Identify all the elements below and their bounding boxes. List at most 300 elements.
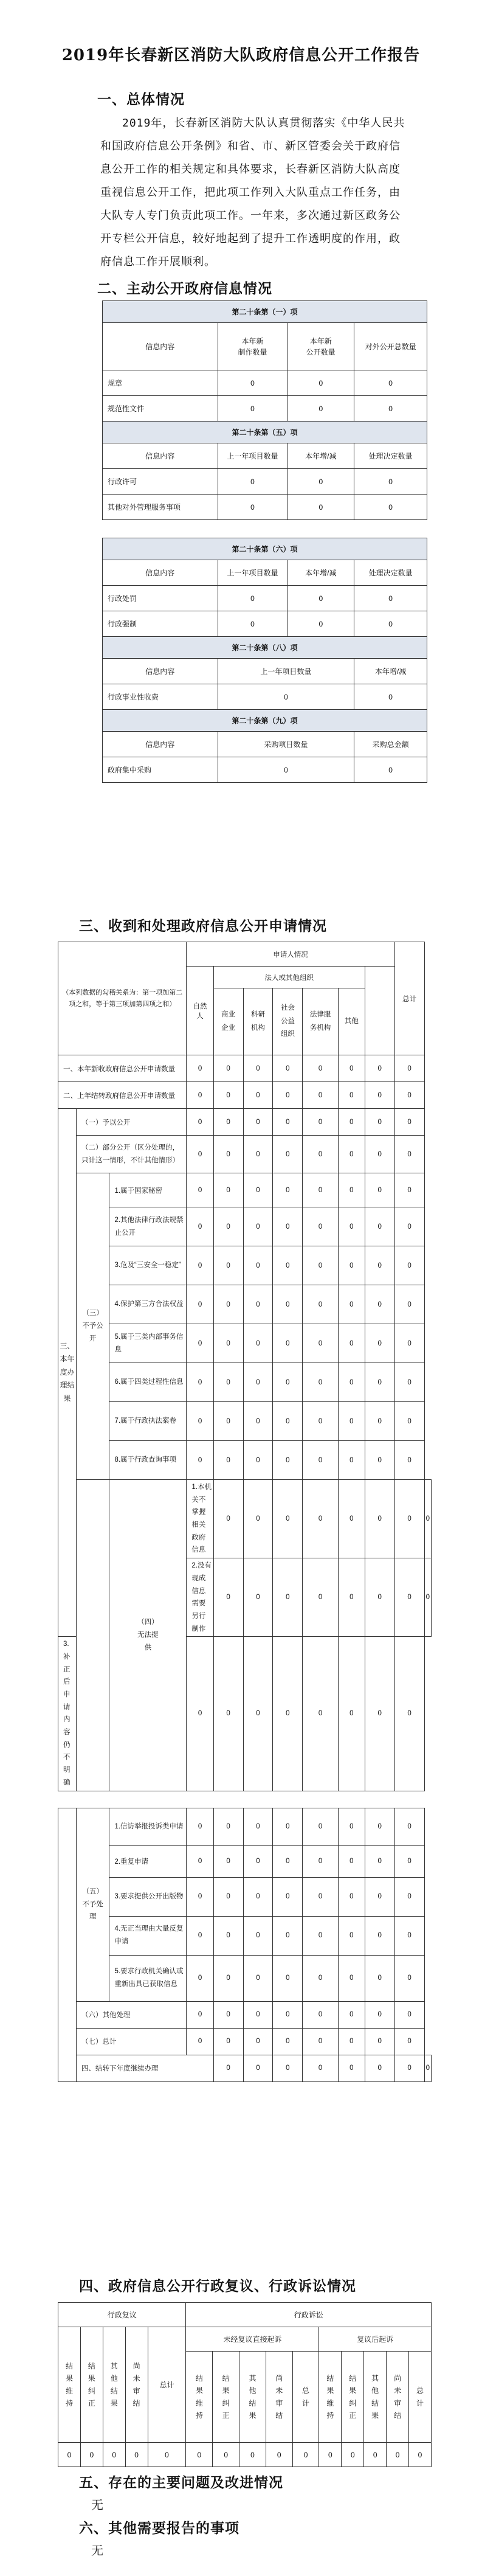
cell-value: 0	[365, 1207, 394, 1246]
row-label: 政府集中采购	[103, 757, 218, 783]
cell-value: 0	[239, 2443, 266, 2467]
cell-value: 0	[273, 1558, 303, 1637]
cell-value: 0	[218, 396, 287, 422]
cell-value: 0	[243, 1845, 273, 1877]
cell-value: 0	[187, 1402, 213, 1441]
cell-value: 0	[424, 1480, 431, 1558]
result-group-label: 三、 本年 度办 理结 果	[58, 1109, 77, 1637]
section-5-heading: 五、存在的主要问题及改进情况	[79, 2474, 283, 2491]
cell-value: 0	[394, 1480, 424, 1558]
header-cell: 上一年项目数量	[218, 560, 287, 586]
cell-value: 0	[394, 1808, 424, 1845]
cell-value: 0	[394, 1558, 424, 1637]
cell-value: 0	[218, 586, 287, 611]
cell-value: 0	[303, 1324, 339, 1363]
cell-value: 0	[365, 1324, 394, 1363]
cell-value: 0	[338, 1246, 365, 1285]
cell-value: 0	[338, 1955, 365, 2001]
cell-value: 0	[218, 495, 287, 520]
cell-value: 0	[365, 1637, 394, 1791]
header-cell: 上一年项目数量	[218, 443, 287, 469]
cell-value: 0	[394, 1055, 424, 1082]
cell-value: 0	[187, 2028, 213, 2055]
cell-value: 0	[394, 1402, 424, 1441]
cell-value: 0	[213, 1082, 243, 1109]
cell-value: 0	[243, 1877, 273, 1916]
cell-value: 0	[365, 1877, 394, 1916]
cell-value: 0	[338, 1363, 365, 1402]
cell-value: 0	[303, 1136, 339, 1173]
cell-value: 0	[243, 1055, 273, 1082]
header-cell: 本年增/减	[287, 443, 354, 469]
cell-value: 0	[394, 1363, 424, 1402]
cell-value: 0	[213, 1558, 243, 1637]
cell-value: 0	[125, 2443, 148, 2467]
cell-value: 0	[424, 2055, 431, 2081]
cell-value: 0	[266, 2443, 292, 2467]
cell-value: 0	[394, 1845, 424, 1877]
cell-value: 0	[338, 1402, 365, 1441]
corner-note: （本列数据的勾稽关系为：第一项加第二项之和，等于第三项加第四项之和）	[58, 942, 187, 1055]
cell-value: 0	[365, 2028, 394, 2055]
cell-value: 0	[187, 1173, 213, 1207]
cell-value: 0	[213, 1402, 243, 1441]
section-1-body	[100, 112, 429, 274]
row-label: 二、上年结转政府信息公开申请数量	[58, 1082, 187, 1109]
cell-value: 0	[218, 469, 287, 495]
cell-value: 0	[273, 1402, 303, 1441]
cell-value: 0	[394, 1207, 424, 1246]
header-cell: 信息内容	[103, 560, 218, 586]
cell-value: 0	[243, 1808, 273, 1845]
row-label: （七）总计	[76, 2028, 186, 2055]
cell-value: 0	[273, 1082, 303, 1109]
cell-value: 0	[186, 2443, 213, 2467]
cell-value: 0	[303, 1845, 339, 1877]
cell-value: 0	[243, 1558, 273, 1637]
cell-value: 0	[303, 1082, 339, 1109]
cell-value: 0	[218, 611, 287, 637]
section-3-heading: 三、收到和处理政府信息公开申请情况	[79, 918, 327, 934]
cell-value: 0	[394, 1324, 424, 1363]
header-cell: 采购总金额	[354, 732, 427, 757]
cell-value: 0	[273, 1808, 303, 1845]
cell-value: 0	[365, 1402, 394, 1441]
cell-value: 0	[213, 1285, 243, 1324]
cell-value: 0	[303, 1109, 339, 1136]
col-header: 其 他 结 果	[364, 2352, 387, 2443]
header-cell	[287, 323, 354, 370]
cell-value: 0	[338, 1207, 365, 1246]
cell-value: 0	[273, 1363, 303, 1402]
cell-value: 0	[303, 1055, 339, 1082]
cell-value: 0	[213, 2028, 243, 2055]
cell-value: 0	[187, 1055, 213, 1082]
block-title: 第二十条第（五）项	[103, 422, 427, 443]
cell-value: 0	[365, 1955, 394, 2001]
cell-value: 0	[394, 2055, 424, 2081]
cell-value: 0	[187, 1363, 213, 1402]
cell-value: 0	[354, 370, 427, 396]
cell-value: 0	[243, 1955, 273, 2001]
header-text: 本年新 公开数量	[306, 336, 336, 356]
cell-value: 0	[273, 1845, 303, 1877]
cell-value: 0	[338, 1480, 365, 1558]
body-line: 息公开工作的相关规定和具体要求，长春新区消防大队高度	[100, 163, 401, 176]
cell-value: 0	[218, 757, 354, 783]
row-label: 行政处罚	[103, 586, 218, 611]
cell-value: 0	[394, 2028, 424, 2055]
header-cell: 本年增/减	[287, 560, 354, 586]
cell-value: 0	[273, 2055, 303, 2081]
cell-value: 0	[187, 1808, 213, 1845]
row-label: 8.属于行政查询事项	[109, 1441, 187, 1480]
cell-value: 0	[273, 2028, 303, 2055]
cell-value: 0	[338, 1109, 365, 1136]
cell-value: 0	[187, 1324, 213, 1363]
cell-value: 0	[218, 370, 287, 396]
col-header: 其他	[338, 988, 365, 1055]
block-title: 第二十条第（一）项	[103, 301, 427, 323]
cell-value: 0	[213, 1173, 243, 1207]
cell-value: 0	[213, 2443, 239, 2467]
cell-value: 0	[187, 1285, 213, 1324]
group-label: （四） 无法提 供	[109, 1480, 187, 1791]
cell-value: 0	[303, 1207, 339, 1246]
cell-value: 0	[148, 2443, 186, 2467]
row-label: 5.要求行政机关确认或重新出具已获取信息	[109, 1955, 187, 2001]
cell-value: 0	[187, 1877, 213, 1916]
col-header: 结 果 纠 正	[80, 2327, 103, 2443]
cell-value: 0	[354, 396, 427, 422]
cell-value: 0	[213, 2001, 243, 2028]
cell-value: 0	[303, 1955, 339, 2001]
row-label: 4.保护第三方合法权益	[109, 1285, 187, 1324]
cell-value: 0	[187, 1207, 213, 1246]
cell-value: 0	[409, 2443, 432, 2467]
cell-value: 0	[187, 1637, 213, 1791]
section-6-heading: 六、其他需要报告的事项	[79, 2520, 239, 2536]
cell-value: 0	[243, 1916, 273, 1955]
col-header: 法律服 务机构	[303, 988, 339, 1055]
cell-value: 0	[338, 1082, 365, 1109]
cell-value: 0	[303, 1916, 339, 1955]
cell-value: 0	[243, 1246, 273, 1285]
cell-value: 0	[365, 1082, 394, 1109]
cell-value: 0	[243, 1637, 273, 1791]
row-label: 3.补正后申请内容仍不明确	[58, 1637, 77, 1791]
cell-value: 0	[273, 1916, 303, 1955]
cell-value: 0	[424, 1558, 431, 1637]
cell-value: 0	[338, 1173, 365, 1207]
cell-value: 0	[213, 1441, 243, 1480]
cell-value: 0	[394, 1955, 424, 2001]
row-label: 1.本机关不掌握相关政府信息	[187, 1480, 213, 1558]
cell-value: 0	[354, 611, 427, 637]
cell-value: 0	[394, 1441, 424, 1480]
cell-value: 0	[365, 2001, 394, 2028]
header-cell: 信息内容	[103, 659, 218, 684]
header-cell: 上一年项目数量	[218, 659, 354, 684]
lawsuit-header: 行政诉讼	[186, 2303, 432, 2327]
legal-person-header: 法人或其他组织	[213, 967, 365, 988]
cell-value: 0	[213, 2055, 243, 2081]
row-label: 2.其他法律行政法规禁止公开	[109, 1207, 187, 1246]
cell-value: 0	[213, 1955, 243, 2001]
cell-value: 0	[213, 1136, 243, 1173]
cell-value: 0	[365, 1173, 394, 1207]
col-header: 商业 企业	[213, 988, 243, 1055]
cell-value: 0	[213, 1363, 243, 1402]
cell-value: 0	[273, 1285, 303, 1324]
cell-value: 0	[243, 1441, 273, 1480]
col-header: 总计	[148, 2327, 186, 2443]
cell-value: 0	[243, 1136, 273, 1173]
cell-value: 0	[218, 684, 354, 710]
cell-value: 0	[273, 1136, 303, 1173]
section-6-text: 无	[91, 2543, 103, 2558]
cell-value: 0	[243, 2055, 273, 2081]
cell-value: 0	[187, 1246, 213, 1285]
cell-value: 0	[303, 1402, 339, 1441]
section-2-heading: 二、主动公开政府信息情况	[97, 280, 272, 297]
cell-value: 0	[243, 1363, 273, 1402]
cell-value: 0	[342, 2443, 364, 2467]
cell-value: 0	[213, 1055, 243, 1082]
cell-value: 0	[394, 1637, 424, 1791]
row-label: （二）部分公开（区分处理的，只计这一情形，不计其他情形）	[76, 1136, 186, 1173]
cell-value: 0	[303, 1637, 339, 1791]
cell-value: 0	[338, 1845, 365, 1877]
row-label: 2.重复申请	[109, 1845, 187, 1877]
cell-value: 0	[303, 1877, 339, 1916]
after-review-header: 复议后起诉	[319, 2327, 432, 2352]
row-label: 1.信访举报投诉类申请	[109, 1808, 187, 1845]
cell-value: 0	[273, 1877, 303, 1916]
row-label: 规范性文件	[103, 396, 218, 422]
section-1-heading: 一、总体情况	[97, 91, 185, 108]
cell-value: 0	[187, 1082, 213, 1109]
cell-value: 0	[365, 1808, 394, 1845]
cell-value: 0	[365, 1055, 394, 1082]
cell-value: 0	[213, 1207, 243, 1246]
col-header: 尚 未 审 结	[266, 2352, 292, 2443]
cell-value: 0	[213, 1637, 243, 1791]
cell-value: 0	[213, 1246, 243, 1285]
cell-value: 0	[365, 1441, 394, 1480]
row-label: 7.属于行政执法案卷	[109, 1402, 187, 1441]
cell-value: 0	[303, 2055, 339, 2081]
row-label: 2.没有现成信息需要另行制作	[187, 1558, 213, 1637]
cell-value: 0	[365, 1136, 394, 1173]
cell-value: 0	[338, 1324, 365, 1363]
cell-value: 0	[394, 2001, 424, 2028]
cell-value: 0	[187, 2001, 213, 2028]
cell-value: 0	[394, 1246, 424, 1285]
cell-value: 0	[213, 1480, 243, 1558]
cell-value: 0	[243, 1285, 273, 1324]
cell-value: 0	[354, 469, 427, 495]
row-label: 四、结转下年度继续办理	[76, 2055, 213, 2081]
cell-value: 0	[354, 684, 427, 710]
cell-value: 0	[303, 1246, 339, 1285]
cell-value: 0	[243, 1402, 273, 1441]
cell-value: 0	[292, 2443, 319, 2467]
cell-value: 0	[273, 1324, 303, 1363]
natural-person-header: 自然 人	[187, 967, 213, 1055]
cell-value: 0	[103, 2443, 125, 2467]
header-cell: 信息内容	[103, 443, 218, 469]
cell-value: 0	[213, 1916, 243, 1955]
header-text: 本年新 制作数量	[238, 336, 267, 356]
row-label: （一）予以公开	[76, 1109, 186, 1136]
cell-value: 0	[58, 2443, 81, 2467]
cell-value: 0	[273, 1246, 303, 1285]
cell-value: 0	[387, 2443, 409, 2467]
cell-value: 0	[303, 1173, 339, 1207]
cell-value: 0	[287, 495, 354, 520]
col-header: 尚 未 审 结	[125, 2327, 148, 2443]
cell-value: 0	[273, 1441, 303, 1480]
cell-value: 0	[394, 1285, 424, 1324]
cell-value: 0	[364, 2443, 387, 2467]
cell-value: 0	[303, 2001, 339, 2028]
cell-value: 0	[273, 1955, 303, 2001]
cell-value: 0	[303, 1285, 339, 1324]
body-line: 重视信息公开工作，把此项工作列入大队重点工作任务，由	[100, 186, 401, 199]
cell-value: 0	[273, 1480, 303, 1558]
row-label: 3.要求提供公开出版物	[109, 1877, 187, 1916]
cell-value: 0	[287, 396, 354, 422]
header-cell: 信息内容	[103, 323, 218, 370]
row-label: 规章	[103, 370, 218, 396]
group-label: （五） 不予处 理	[76, 1808, 109, 2001]
body-line: 2019年，长春新区消防大队认真贯彻落实《中华人民共	[122, 117, 405, 130]
header-cell: 处理决定数量	[354, 443, 427, 469]
cell-value: 0	[187, 1845, 213, 1877]
cell-value: 0	[80, 2443, 103, 2467]
cell-value: 0	[338, 1441, 365, 1480]
block-title: 第二十条第（九）项	[103, 710, 427, 732]
section-4-heading: 四、政府信息公开行政复议、行政诉讼情况	[79, 2278, 356, 2294]
row-label: 行政许可	[103, 469, 218, 495]
cell-value: 0	[338, 1808, 365, 1845]
cell-value: 0	[303, 2028, 339, 2055]
applicant-header: 申请人情况	[187, 942, 394, 967]
body-line: 府信息工作开展顺利。	[100, 255, 216, 268]
cell-value: 0	[303, 1558, 339, 1637]
cell-value: 0	[213, 1877, 243, 1916]
row-label: 1.属于国家秘密	[109, 1173, 187, 1207]
cell-value: 0	[213, 1808, 243, 1845]
cell-value: 0	[338, 1558, 365, 1637]
cell-value: 0	[394, 1173, 424, 1207]
col-header: 总 计	[292, 2352, 319, 2443]
cell-value: 0	[187, 1109, 213, 1136]
cell-value: 0	[394, 1136, 424, 1173]
col-header: 尚 未 审 结	[387, 2352, 409, 2443]
row-label: 行政事业性收费	[103, 684, 218, 710]
review-lawsuit-table	[58, 2302, 432, 2467]
row-label: （六）其他处理	[76, 2001, 186, 2028]
page-title: 2019年长春新区消防大队政府信息公开工作报告	[61, 46, 421, 64]
cell-value: 0	[273, 1173, 303, 1207]
col-header: 总 计	[409, 2352, 432, 2443]
cell-value: 0	[365, 1480, 394, 1558]
cell-value: 0	[338, 1877, 365, 1916]
cell-value: 0	[338, 1055, 365, 1082]
cell-value: 0	[287, 611, 354, 637]
cell-value: 0	[213, 1324, 243, 1363]
cell-value: 0	[365, 1246, 394, 1285]
col-header: 社会 公益 组织	[273, 988, 303, 1055]
col-header: 结 果 维 持	[319, 2352, 342, 2443]
cell-value: 0	[338, 1637, 365, 1791]
cell-value: 0	[365, 1558, 394, 1637]
row-label: 其他对外管理服务事项	[103, 495, 218, 520]
col-header: 其 他 结 果	[103, 2327, 125, 2443]
cell-value: 0	[338, 1136, 365, 1173]
cell-value: 0	[187, 1136, 213, 1173]
row-label: 3.危及“三安全一稳定”	[109, 1246, 187, 1285]
cell-value: 0	[365, 1109, 394, 1136]
cell-value: 0	[213, 1109, 243, 1136]
row-label: 行政强制	[103, 611, 218, 637]
cell-value: 0	[303, 1363, 339, 1402]
col-header: 结 果 纠 正	[213, 2352, 239, 2443]
cell-value: 0	[273, 1055, 303, 1082]
cell-value: 0	[303, 1480, 339, 1558]
total-header: 总计	[394, 942, 424, 1055]
cell-value: 0	[354, 586, 427, 611]
col-header: 科研 机构	[243, 988, 273, 1055]
direct-suit-header: 未经复议直接起诉	[186, 2327, 319, 2352]
row-label: 4.无正当理由大量反复申请	[109, 1916, 187, 1955]
cell-value: 0	[365, 1916, 394, 1955]
cell-value: 0	[243, 1480, 273, 1558]
cell-value: 0	[338, 2001, 365, 2028]
application-handling-table	[58, 942, 432, 2082]
row-label: 6.属于四类过程性信息	[109, 1363, 187, 1402]
cell-value: 0	[394, 1109, 424, 1136]
cell-value: 0	[354, 757, 427, 783]
cell-value: 0	[273, 2001, 303, 2028]
header-cell: 对外公开总数量	[354, 323, 427, 370]
header-cell: 本年增/减	[354, 659, 427, 684]
cell-value: 0	[243, 1324, 273, 1363]
proactive-disclosure-table	[102, 300, 427, 783]
header-cell	[218, 323, 287, 370]
header-cell: 采购项目数量	[218, 732, 354, 757]
cell-value: 0	[365, 1363, 394, 1402]
cell-value: 0	[319, 2443, 342, 2467]
cell-value: 0	[243, 1207, 273, 1246]
cell-value: 0	[243, 1082, 273, 1109]
cell-value: 0	[187, 1916, 213, 1955]
cell-value: 0	[187, 1441, 213, 1480]
section-5-text: 无	[91, 2498, 103, 2512]
cell-value: 0	[303, 1808, 339, 1845]
block-title: 第二十条第（六）项	[103, 538, 427, 560]
cell-value: 0	[243, 1173, 273, 1207]
block-title: 第二十条第（八）项	[103, 637, 427, 659]
col-header: 其 他 结 果	[239, 2352, 266, 2443]
col-header: 结 果 维 持	[186, 2352, 213, 2443]
body-line: 大队专人专门负责此项工作。一年来，多次通过新区政务公	[100, 209, 401, 222]
header-cell: 信息内容	[103, 732, 218, 757]
cell-value: 0	[187, 1955, 213, 2001]
cell-value: 0	[354, 495, 427, 520]
